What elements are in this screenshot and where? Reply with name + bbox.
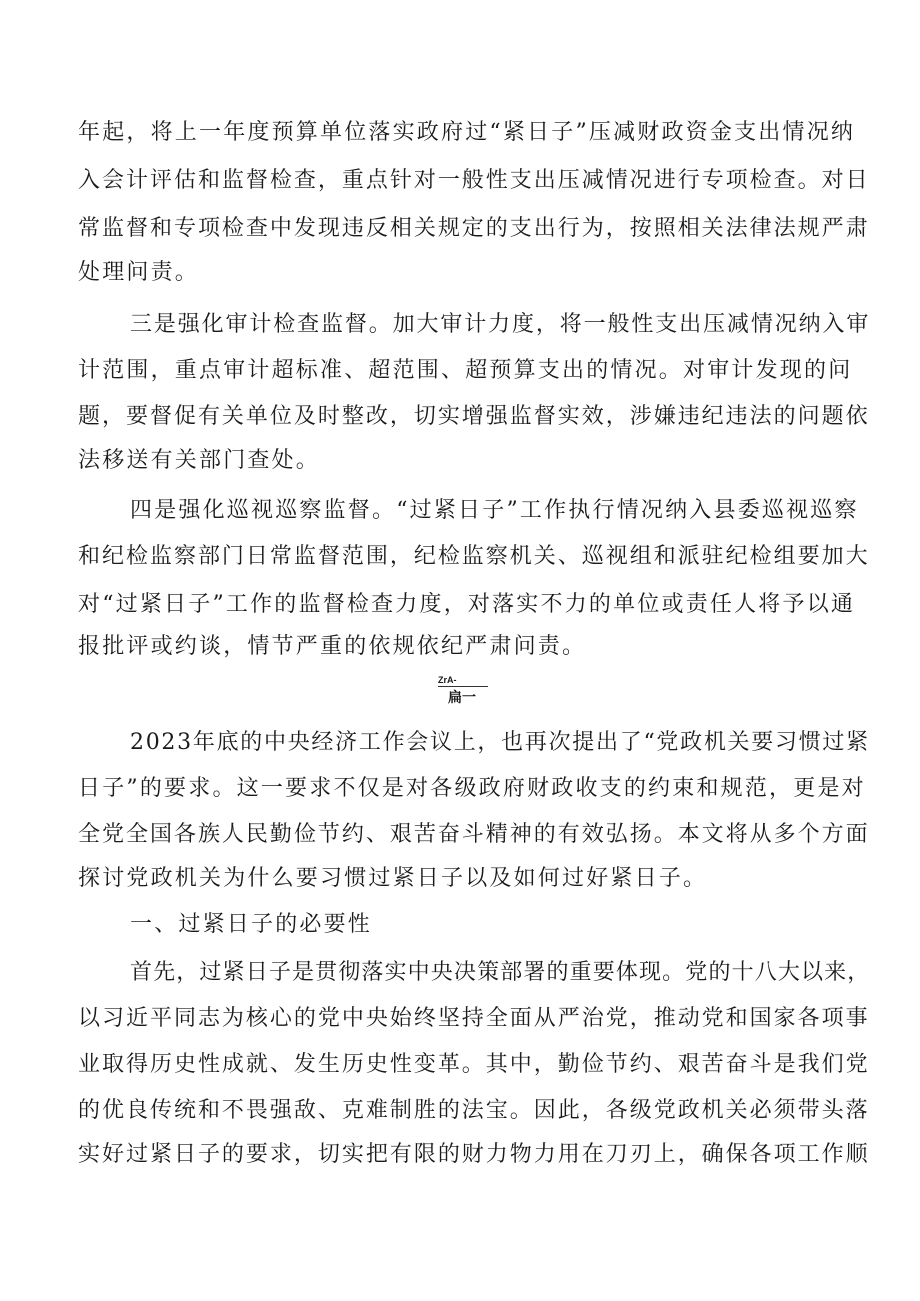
paragraph-line: 年起，将上一年度预算单位落实政府过“紧日子”压减财政资金支出情况纳 <box>78 120 856 145</box>
paragraph-line: 处理问责。 <box>78 260 200 285</box>
paragraph-line: 以习近平同志为核心的党中央始终坚持全面从严治党，推动党和国家各项事 <box>78 1006 870 1031</box>
paragraph-line: 业取得历史性成就、发生历史性变革。其中，勤俭节约、艰苦奋斗是我们党 <box>78 1052 870 1077</box>
section-separator-mark: ZrA- <box>438 674 488 687</box>
paragraph-line: 对“过紧日子”工作的监督检查力度，对落实不力的单位或责任人将予以通 <box>78 592 856 617</box>
paragraph-line: 四是强化巡视巡察监督。“过紧日子”工作执行情况纳入县委巡视巡察 <box>130 498 859 523</box>
section-heading: 一、过紧日子的必要性 <box>130 912 373 937</box>
paragraph-line: 入会计评估和监督检查，重点针对一般性支出压减情况进行专项检查。对日 <box>78 168 870 193</box>
paragraph-line: 常监督和专项检查中发现违反相关规定的支出行为，按照相关法律法规严肃 <box>78 216 870 241</box>
paragraph-line: 日子”的要求。这一要求不仅是对各级政府财政收支的约束和规范，更是对 <box>78 776 866 801</box>
paragraph-line: 三是强化审计检查监督。加大审计力度，将一般性支出压减情况纳入审 <box>130 312 871 337</box>
paragraph-line: 全党全国各族人民勤俭节约、艰苦奋斗精神的有效弘扬。本文将从多个方面 <box>78 822 870 847</box>
paragraph-line: 探讨党政机关为什么要习惯过紧日子以及如何过好紧日子。 <box>78 866 708 891</box>
paragraph-line: 计范围，重点审计超标准、超范围、超预算支出的情况。对审计发现的问 <box>78 358 853 383</box>
paragraph-line: 的优良传统和不畏强敌、克难制胜的法宝。因此，各级党政机关必须带头落 <box>78 1098 870 1123</box>
paragraph-line: 和纪检监察部门日常监督范围，纪检监察机关、巡视组和派驻纪检组要加大 <box>78 544 870 569</box>
paragraph-line: 实好过紧日子的要求，切实把有限的财力物力用在刀刃上，确保各项工作顺 <box>78 1142 870 1167</box>
section-separator-label: 扁一 <box>448 690 476 706</box>
paragraph-line: 2023年底的中央经济工作会议上，也再次提出了“党政机关要习惯过紧 <box>130 730 870 755</box>
paragraph-line: 首先，过紧日子是贯彻落实中央决策部署的重要体现。党的十八大以来， <box>130 960 871 985</box>
paragraph-line: 法移送有关部门查处。 <box>78 448 321 473</box>
paragraph-line: 题，要督促有关单位及时整改，切实增强监督实效，涉嫌违纪违法的问题依 <box>78 404 870 429</box>
paragraph-line: 报批评或约谈，情节严重的依规依纪严肃问责。 <box>78 634 587 659</box>
